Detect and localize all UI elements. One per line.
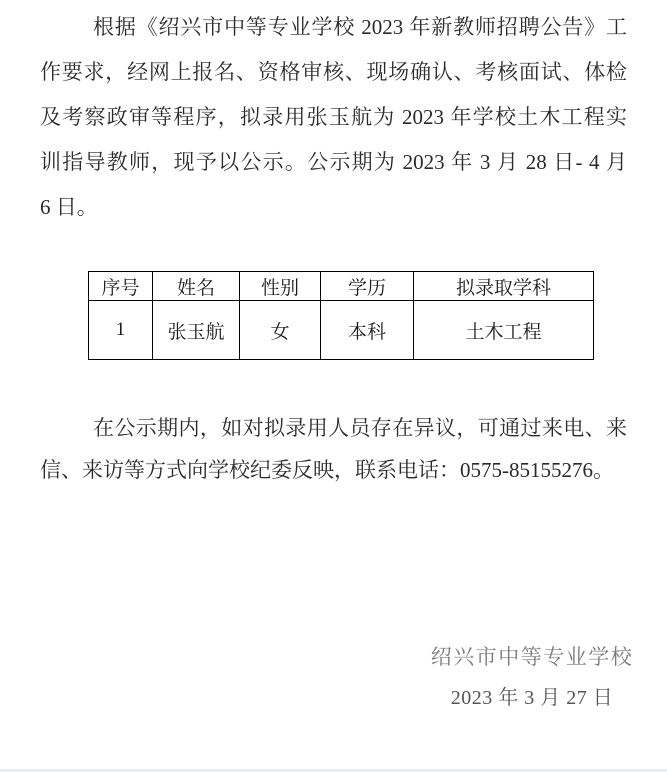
paragraph1-line: 训指导教师，现予以公示。公示期为 2023 年 3 月 28 日- 4 月 xyxy=(40,150,627,174)
cell-proposed-subject: 土木工程 xyxy=(414,301,594,360)
paragraph2-line: 在公示期内，如对拟录用人员存在异议，可通过来电、来 xyxy=(93,416,627,440)
cell-education: 本科 xyxy=(321,301,414,360)
header-gender: 性别 xyxy=(240,272,321,301)
table-row xyxy=(89,301,594,360)
signature-date: 2023 年 3 月 27 日 xyxy=(450,687,614,709)
table-header-row xyxy=(89,272,594,301)
candidate-table xyxy=(88,271,594,360)
paragraph1-line: 作要求，经网上报名、资格审核、现场确认、考核面试、体检 xyxy=(40,60,627,84)
paragraph1-line: 及考察政审等程序，拟录用张玉航为 2023 年学校土木工程实 xyxy=(40,105,627,129)
paragraph1-line: 根据《绍兴市中等专业学校 2023 年新教师招聘公告》工 xyxy=(93,15,627,39)
paragraph-recruitment-process xyxy=(40,5,627,230)
header-education: 学历 xyxy=(321,272,414,301)
header-name: 姓名 xyxy=(153,272,240,301)
signature-school-name: 绍兴市中等专业学校 xyxy=(430,645,634,669)
paragraph-objection-contact xyxy=(40,407,627,491)
paragraph1-line: 6 日。 xyxy=(40,195,98,219)
header-serial-number: 序号 xyxy=(89,272,153,301)
header-proposed-subject: 拟录取学科 xyxy=(414,272,594,301)
cell-name: 张玉航 xyxy=(153,301,240,360)
paragraph2-line: 信、来访等方式向学校纪委反映，联系电话：0575-85155276。 xyxy=(40,458,614,482)
cell-gender: 女 xyxy=(240,301,321,360)
cell-serial-number: 1 xyxy=(89,301,153,360)
